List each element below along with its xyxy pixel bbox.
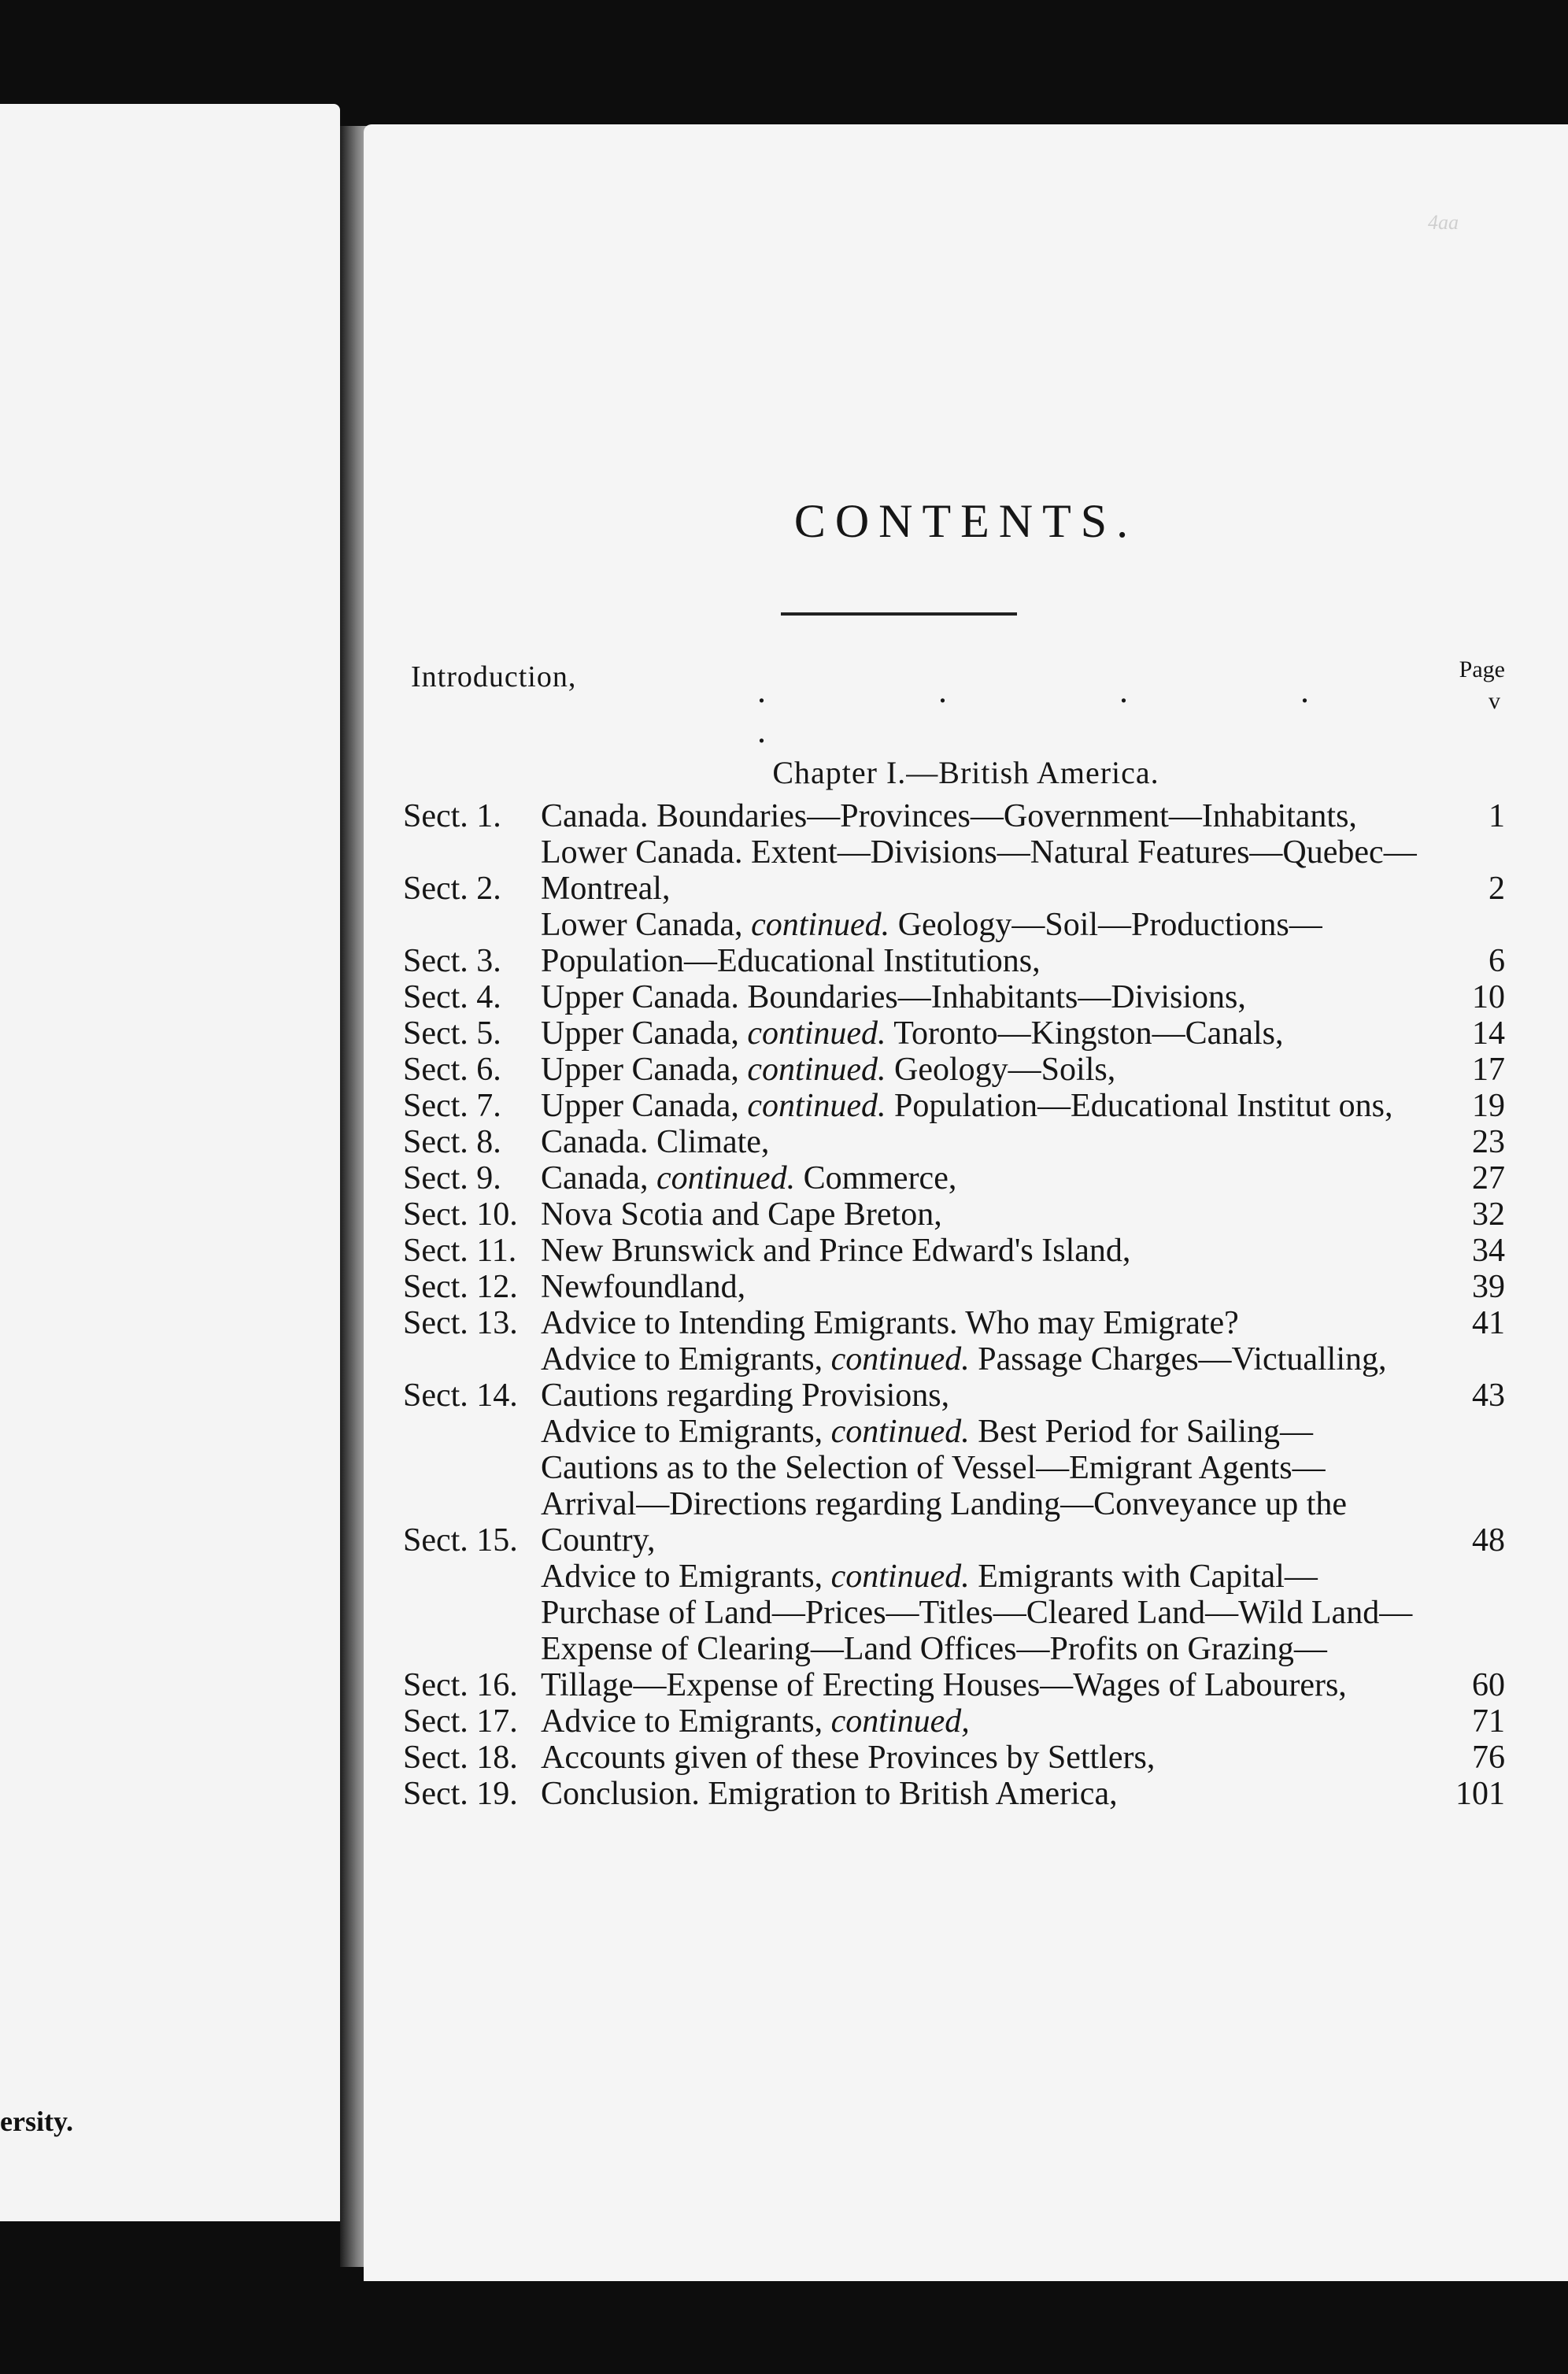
continued-label: continued. <box>830 1341 970 1377</box>
pencil-margin-note: 4aa <box>1428 211 1459 234</box>
contents-entry <box>403 1341 1505 1414</box>
section-title: Nova Scotia and Cape Breton, <box>541 1196 942 1233</box>
page-number: 60 <box>1472 1667 1505 1703</box>
continued-label: continued. <box>747 1052 886 1088</box>
section-number: Sect. 9. <box>403 1160 501 1196</box>
contents-entry <box>403 907 1505 979</box>
page-number: 34 <box>1472 1233 1505 1269</box>
contents-entry <box>403 1160 1505 1196</box>
page-number: 32 <box>1472 1196 1505 1233</box>
page-number: 71 <box>1472 1703 1505 1740</box>
page-number: 23 <box>1472 1124 1505 1160</box>
section-title: New Brunswick and Prince Edward's Island, <box>541 1233 1131 1269</box>
page-number: 48 <box>1472 1522 1505 1559</box>
page-number: 27 <box>1472 1160 1505 1196</box>
introduction-entry <box>411 656 1505 750</box>
contents-entry <box>403 1414 1505 1559</box>
contents-entry <box>403 1703 1505 1740</box>
section-title: Canada. Climate, <box>541 1124 770 1160</box>
section-number: Sect. 3. <box>403 943 501 979</box>
section-title: Upper Canada, continued. Geology—Soils, <box>541 1052 1116 1088</box>
introduction-label: Introduction, <box>411 660 577 693</box>
facing-page-fragment: ersity. <box>0 2106 73 2137</box>
continued-label: continued. <box>656 1160 796 1196</box>
page-number: 6 <box>1488 943 1505 979</box>
section-number: Sect. 17. <box>403 1703 518 1740</box>
continued-label: continued, <box>830 1703 970 1740</box>
contents-entry <box>403 1233 1505 1269</box>
section-title: Upper Canada, continued. Toronto—Kingston—Canals, <box>541 1015 1284 1052</box>
contents-entry <box>403 1196 1505 1233</box>
section-number: Sect. 4. <box>403 979 501 1015</box>
section-number: Sect. 15. <box>403 1522 518 1559</box>
section-title: Advice to Emigrants, continued. Best Period for Sailing—Cautions as to the Selection of Vessel—Emigrant Agents—Arrival—Directions regarding Landing—Conveyance up the Country, <box>541 1414 1348 1559</box>
section-number: Sect. 16. <box>403 1667 518 1703</box>
contents-entry <box>403 1015 1505 1052</box>
contents-list <box>403 798 1505 1812</box>
page-number: 43 <box>1472 1377 1505 1414</box>
section-title: Canada, continued. Commerce, <box>541 1160 957 1196</box>
section-number: Sect. 2. <box>403 871 501 907</box>
section-title: Conclusion. Emigration to British America, <box>541 1776 1118 1812</box>
chapter-heading: Chapter I.—British America. <box>772 755 1159 790</box>
contents-entry <box>403 834 1505 907</box>
section-number: Sect. 10. <box>403 1196 518 1233</box>
section-number: Sect. 6. <box>403 1052 501 1088</box>
section-number: Sect. 19. <box>403 1776 518 1812</box>
section-number: Sect. 13. <box>403 1305 518 1341</box>
section-number: Sect. 12. <box>403 1269 518 1305</box>
page-number: 39 <box>1472 1269 1505 1305</box>
introduction-leader: . . . . . <box>757 671 1391 750</box>
page-number: 41 <box>1472 1305 1505 1341</box>
page-number: 76 <box>1472 1740 1505 1776</box>
section-title: Accounts given of these Provinces by Settlers, <box>541 1740 1156 1776</box>
section-title: Upper Canada, continued. Population—Educational Institut ons, <box>541 1088 1393 1124</box>
page-number: 19 <box>1472 1088 1505 1124</box>
contents-entry <box>403 1088 1505 1124</box>
section-title: Advice to Intending Emigrants. Who may Emigrate? <box>541 1305 1239 1341</box>
section-title: Advice to Emigrants, continued, <box>541 1703 970 1740</box>
page-number: 10 <box>1472 979 1505 1015</box>
section-number: Sect. 7. <box>403 1088 501 1124</box>
continued-label: continued. <box>751 907 890 943</box>
continued-label: continued. <box>747 1015 886 1052</box>
section-title: Lower Canada. Extent—Divisions—Natural Features—Quebec—Montreal, <box>541 834 1417 907</box>
introduction-page: v <box>1488 688 1500 714</box>
section-title: Advice to Emigrants, continued. Emigrants with Capital—Purchase of Land—Prices—Titles—Cleared Land—Wild Land—Expense of Clearing—Land Offices—Profits on Grazing—Tillage—Expense of Erecting Houses—Wages of Labourers, <box>541 1559 1413 1703</box>
page-number: 14 <box>1472 1015 1505 1052</box>
section-title: Lower Canada, continued. Geology—Soil—Productions—Population—Educational Institutions, <box>541 907 1322 979</box>
contents-entry <box>403 1559 1505 1703</box>
facing-page <box>0 104 340 2221</box>
contents-entry <box>403 1052 1505 1088</box>
contents-entry <box>403 798 1505 834</box>
page-number: 17 <box>1472 1052 1505 1088</box>
section-number: Sect. 11. <box>403 1233 517 1269</box>
title-rule <box>781 612 1017 616</box>
page-column-header: Page <box>1459 656 1505 682</box>
page-number: 1 <box>1488 798 1505 834</box>
contents-entry <box>403 979 1505 1015</box>
contents-entry <box>403 1740 1505 1776</box>
section-title: Advice to Emigrants, continued. Passage Charges—Victualling, Cautions regarding Provisions, <box>541 1341 1387 1414</box>
page-title: CONTENTS. <box>793 495 1138 547</box>
section-number: Sect. 14. <box>403 1377 518 1414</box>
contents-page <box>364 124 1568 2281</box>
continued-label: continued. <box>830 1414 970 1450</box>
page-number: 2 <box>1488 871 1505 907</box>
continued-label: continued. <box>830 1559 970 1595</box>
section-title: Newfoundland, <box>541 1269 746 1305</box>
contents-entry <box>403 1776 1505 1812</box>
contents-entry <box>403 1269 1505 1305</box>
continued-label: continued. <box>747 1088 886 1124</box>
contents-entry <box>403 1305 1505 1341</box>
contents-entry <box>403 1124 1505 1160</box>
section-number: Sect. 18. <box>403 1740 518 1776</box>
section-title: Canada. Boundaries—Provinces—Government—Inhabitants, <box>541 798 1357 834</box>
section-number: Sect. 5. <box>403 1015 501 1052</box>
section-number: Sect. 1. <box>403 798 501 834</box>
section-title: Upper Canada. Boundaries—Inhabitants—Divisions, <box>541 979 1246 1015</box>
section-number: Sect. 8. <box>403 1124 501 1160</box>
page-number: 101 <box>1455 1776 1505 1812</box>
